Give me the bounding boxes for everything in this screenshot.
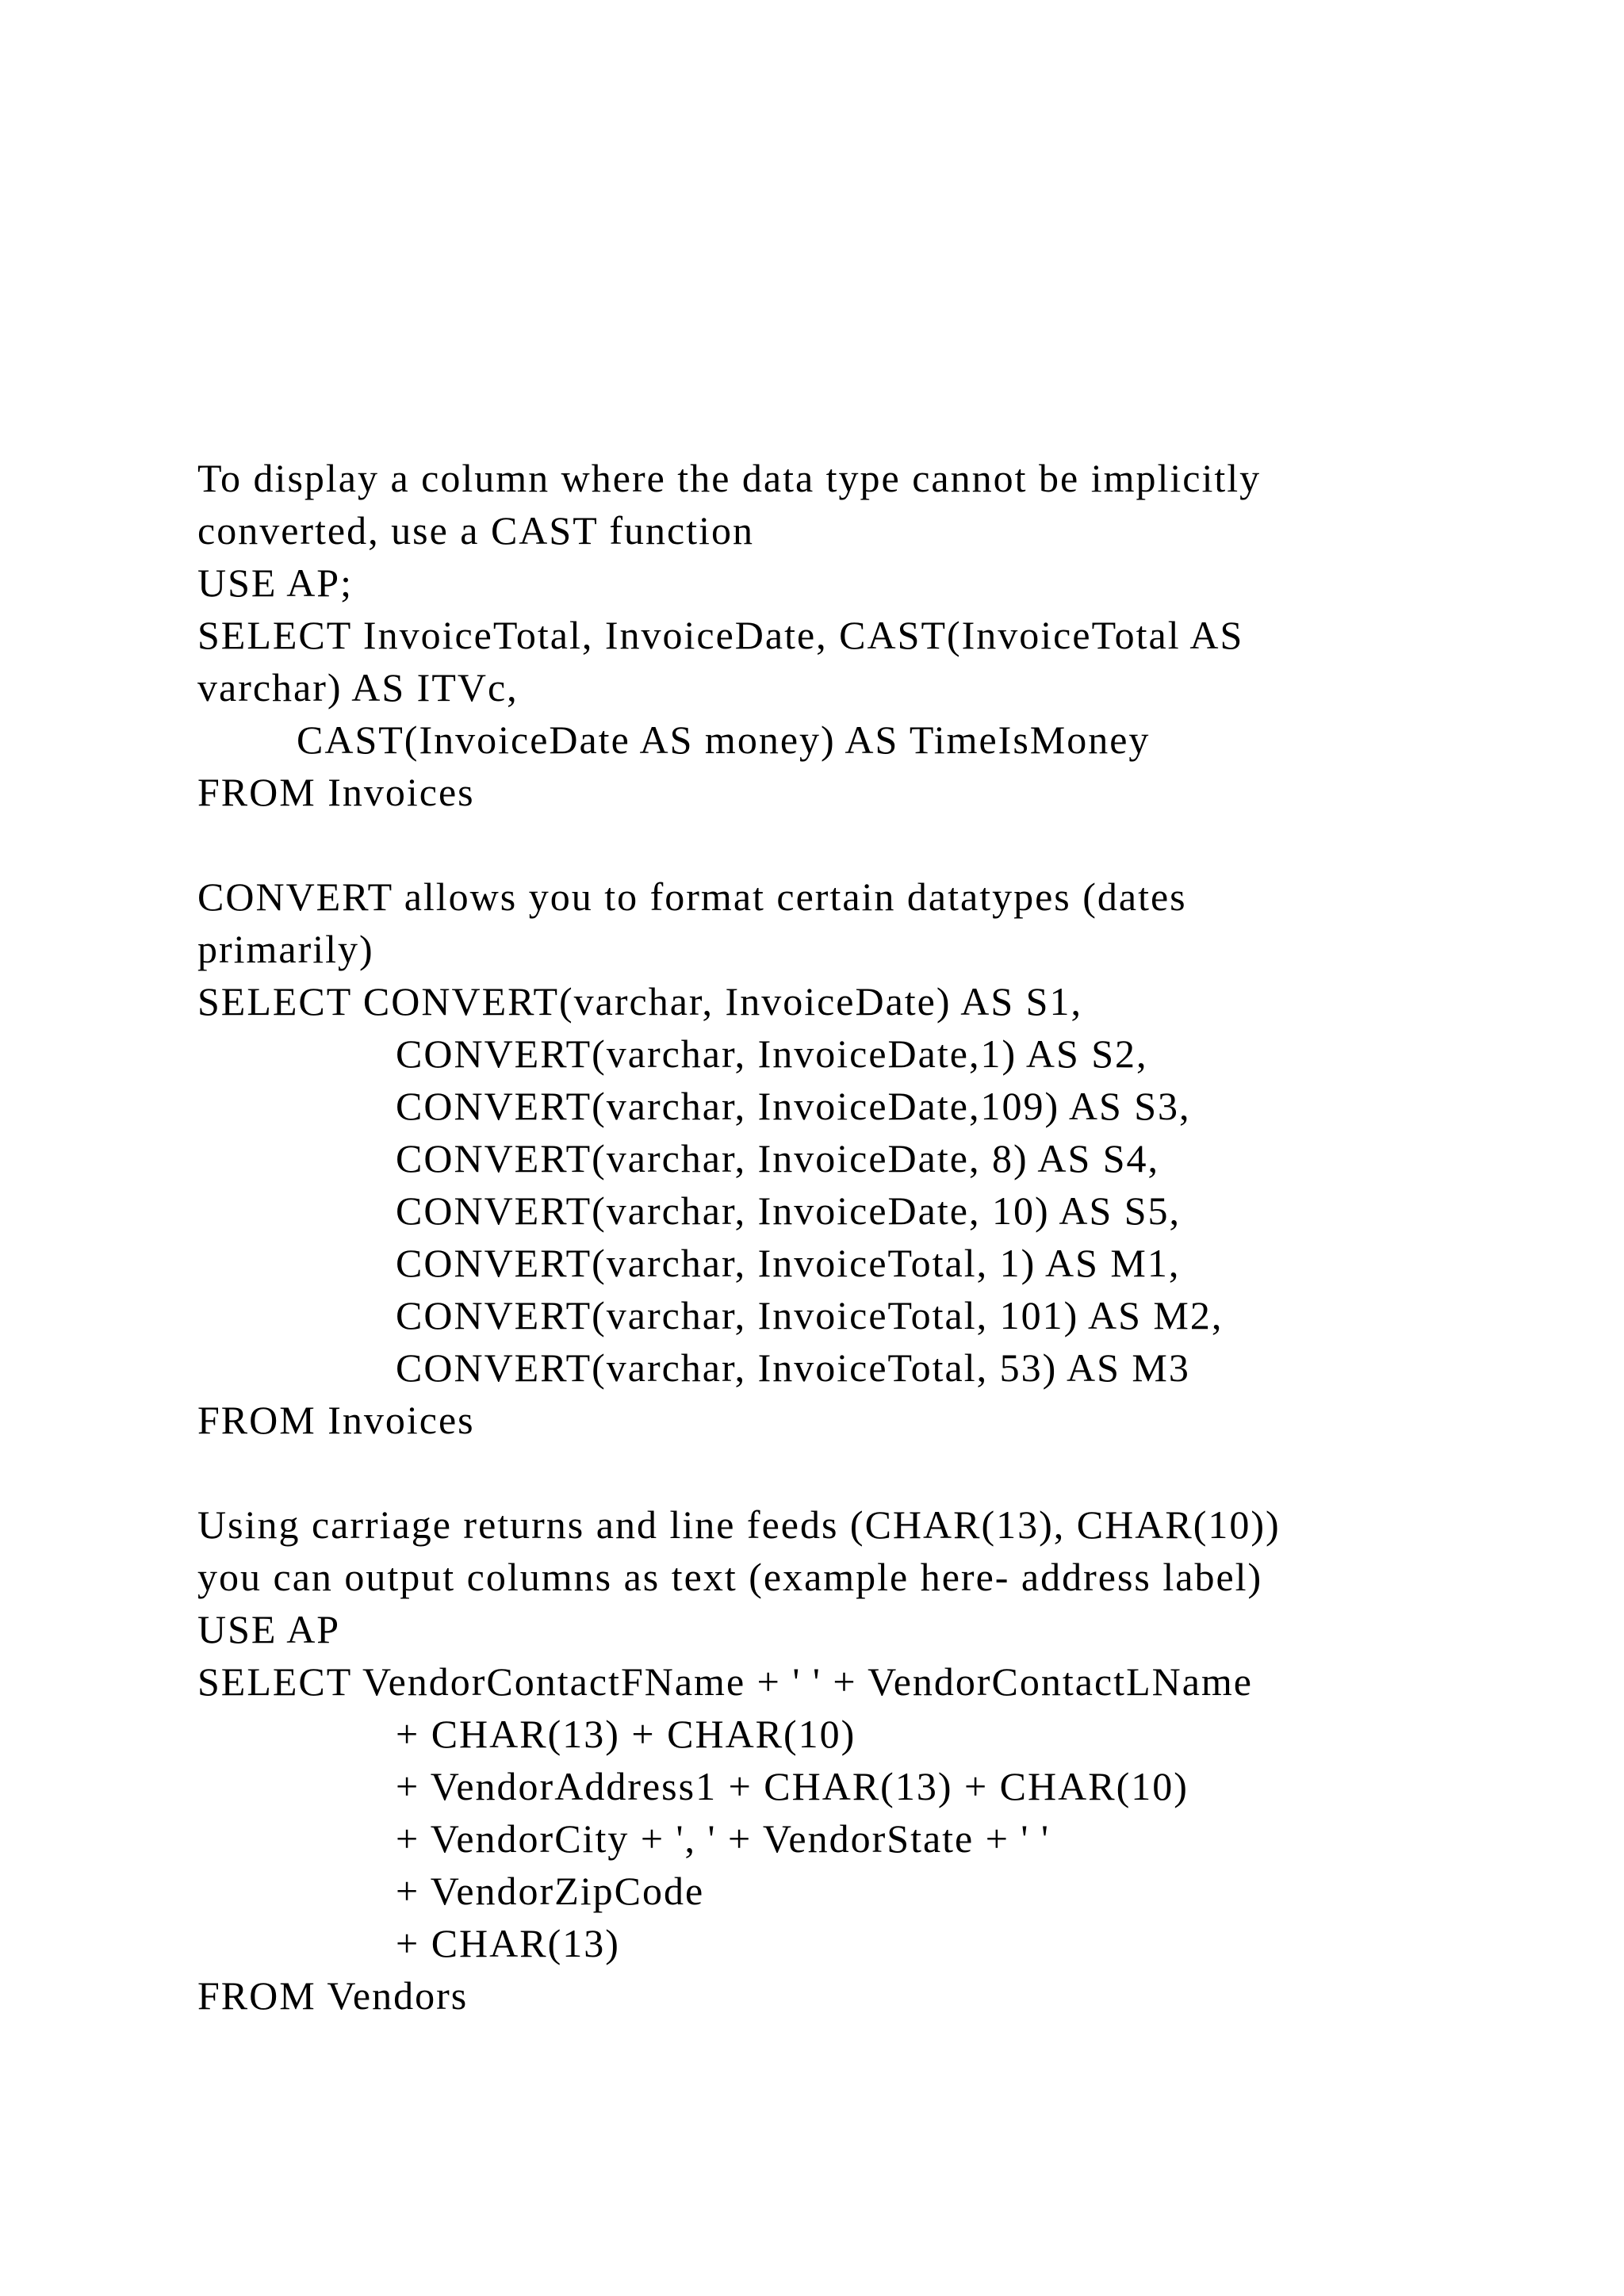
- text-line: CONVERT allows you to format certain datatypes (dates: [197, 874, 1187, 919]
- code-line: USE AP;: [197, 561, 354, 605]
- code-line: CONVERT(varchar, InvoiceDate,109) AS S3,: [396, 1084, 1191, 1128]
- code-line: + VendorAddress1 + CHAR(13) + CHAR(10): [396, 1764, 1189, 1808]
- code-line: SELECT CONVERT(varchar, InvoiceDate) AS S1,: [197, 979, 1082, 1024]
- text-line: Using carriage returns and line feeds (CHAR(13), CHAR(10)): [197, 1502, 1281, 1547]
- code-line: CONVERT(varchar, InvoiceDate, 8) AS S4,: [396, 1136, 1160, 1181]
- blank-line: [197, 1446, 1585, 1498]
- code-line: + VendorCity + ', ' + VendorState + ' ': [396, 1816, 1050, 1861]
- code-line: FROM Invoices: [197, 770, 475, 814]
- code-line: SELECT InvoiceTotal, InvoiceDate, CAST(InvoiceTotal AS: [197, 613, 1244, 657]
- text-line: you can output columns as text (example here- address label): [197, 1555, 1263, 1599]
- code-line: + CHAR(13): [396, 1921, 620, 1965]
- code-line: CONVERT(varchar, InvoiceTotal, 53) AS M3: [396, 1345, 1190, 1390]
- code-line: FROM Vendors: [197, 1973, 469, 2018]
- document-text: [197, 452, 1585, 2022]
- text-line: primarily): [197, 927, 374, 971]
- text-line: To display a column where the data type cannot be implicitly: [197, 456, 1262, 500]
- code-line: CAST(InvoiceDate AS money) AS TimeIsMoney: [297, 718, 1151, 762]
- code-line: FROM Invoices: [197, 1398, 475, 1442]
- code-line: CONVERT(varchar, InvoiceTotal, 1) AS M1,: [396, 1241, 1181, 1285]
- code-line: SELECT VendorContactFName + ' ' + VendorContactLName: [197, 1659, 1254, 1704]
- code-line: CONVERT(varchar, InvoiceDate, 10) AS S5,: [396, 1188, 1182, 1233]
- code-line: + CHAR(13) + CHAR(10): [396, 1712, 856, 1756]
- blank-line: [197, 818, 1585, 871]
- code-line: CONVERT(varchar, InvoiceTotal, 101) AS M2,: [396, 1293, 1224, 1337]
- text-line: converted, use a CAST function: [197, 508, 754, 553]
- code-line: + VendorZipCode: [396, 1869, 705, 1913]
- code-line: CONVERT(varchar, InvoiceDate,1) AS S2,: [396, 1031, 1148, 1076]
- code-line: varchar) AS ITVc,: [197, 665, 519, 710]
- code-line: USE AP: [197, 1607, 341, 1651]
